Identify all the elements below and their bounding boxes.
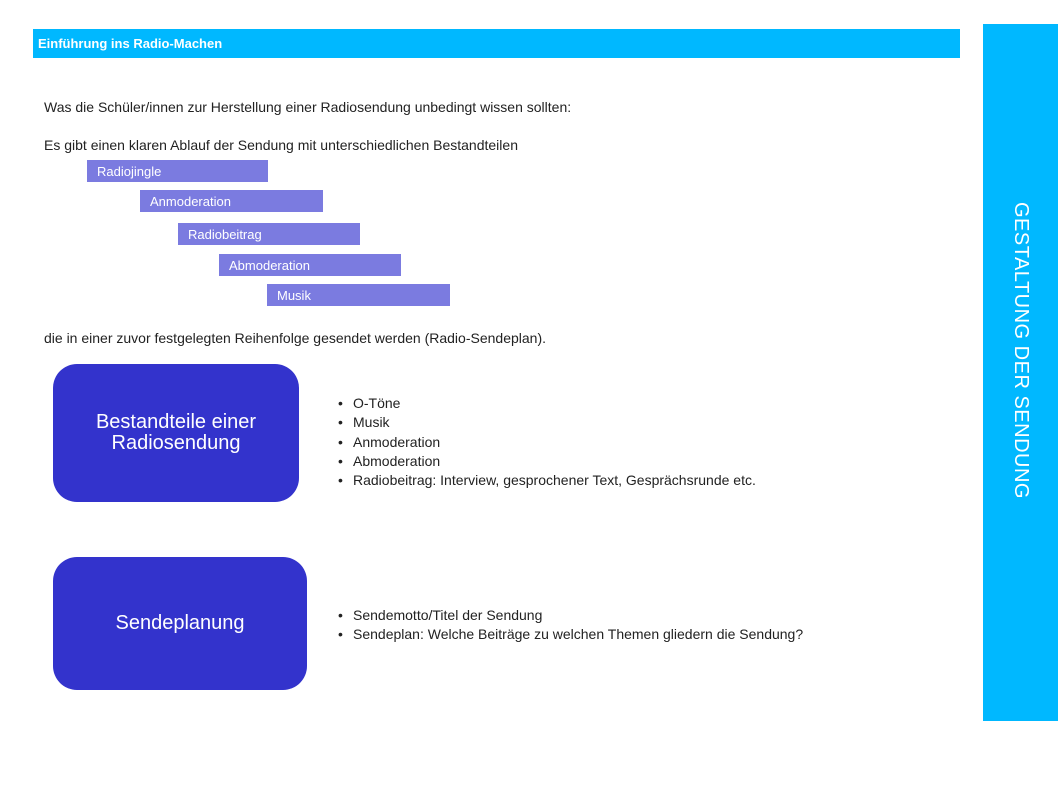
list-item: • Abmoderation [338, 452, 756, 471]
list-item: • O-Töne [338, 394, 756, 413]
bullet-list-sendeplanung [338, 606, 803, 645]
step-anmoderation: Anmoderation [140, 190, 323, 212]
intro-line-2: Es gibt einen klaren Ablauf der Sendung mit unterschiedlichen Bestandteilen [44, 137, 518, 153]
section-box-bestandteile [53, 364, 299, 502]
list-item: • Sendemotto/Titel der Sendung [338, 606, 803, 625]
section-title: Bestandteile einer Radiosendung [95, 411, 257, 454]
side-title: GESTALTUNG DER SENDUNG [1010, 202, 1032, 499]
header-title: Einführung ins Radio-Machen [38, 36, 223, 51]
section-box-sendeplanung [53, 557, 307, 690]
step-radiojingle: Radiojingle [87, 160, 268, 182]
list-item: • Sendeplan: Welche Beiträge zu welchen Themen gliedern die Sendung? [338, 625, 803, 644]
step-musik: Musik [267, 284, 450, 306]
intro-line-1: Was die Schüler/innen zur Herstellung einer Radiosendung unbedingt wissen sollten: [44, 99, 572, 115]
list-item: • Radiobeitrag: Interview, gesprochener Text, Gesprächsrunde etc. [338, 471, 756, 490]
list-item: • Anmoderation [338, 433, 756, 452]
intro-line-3: die in einer zuvor festgelegten Reihenfolge gesendet werden (Radio-Sendeplan). [44, 330, 546, 346]
step-radiobeitrag: Radiobeitrag [178, 223, 360, 245]
list-item: • Musik [338, 413, 756, 432]
header-bar [33, 29, 960, 58]
side-panel [983, 24, 1058, 721]
step-abmoderation: Abmoderation [219, 254, 401, 276]
bullet-list-bestandteile [338, 394, 756, 490]
section-title: Sendeplanung [115, 612, 245, 634]
